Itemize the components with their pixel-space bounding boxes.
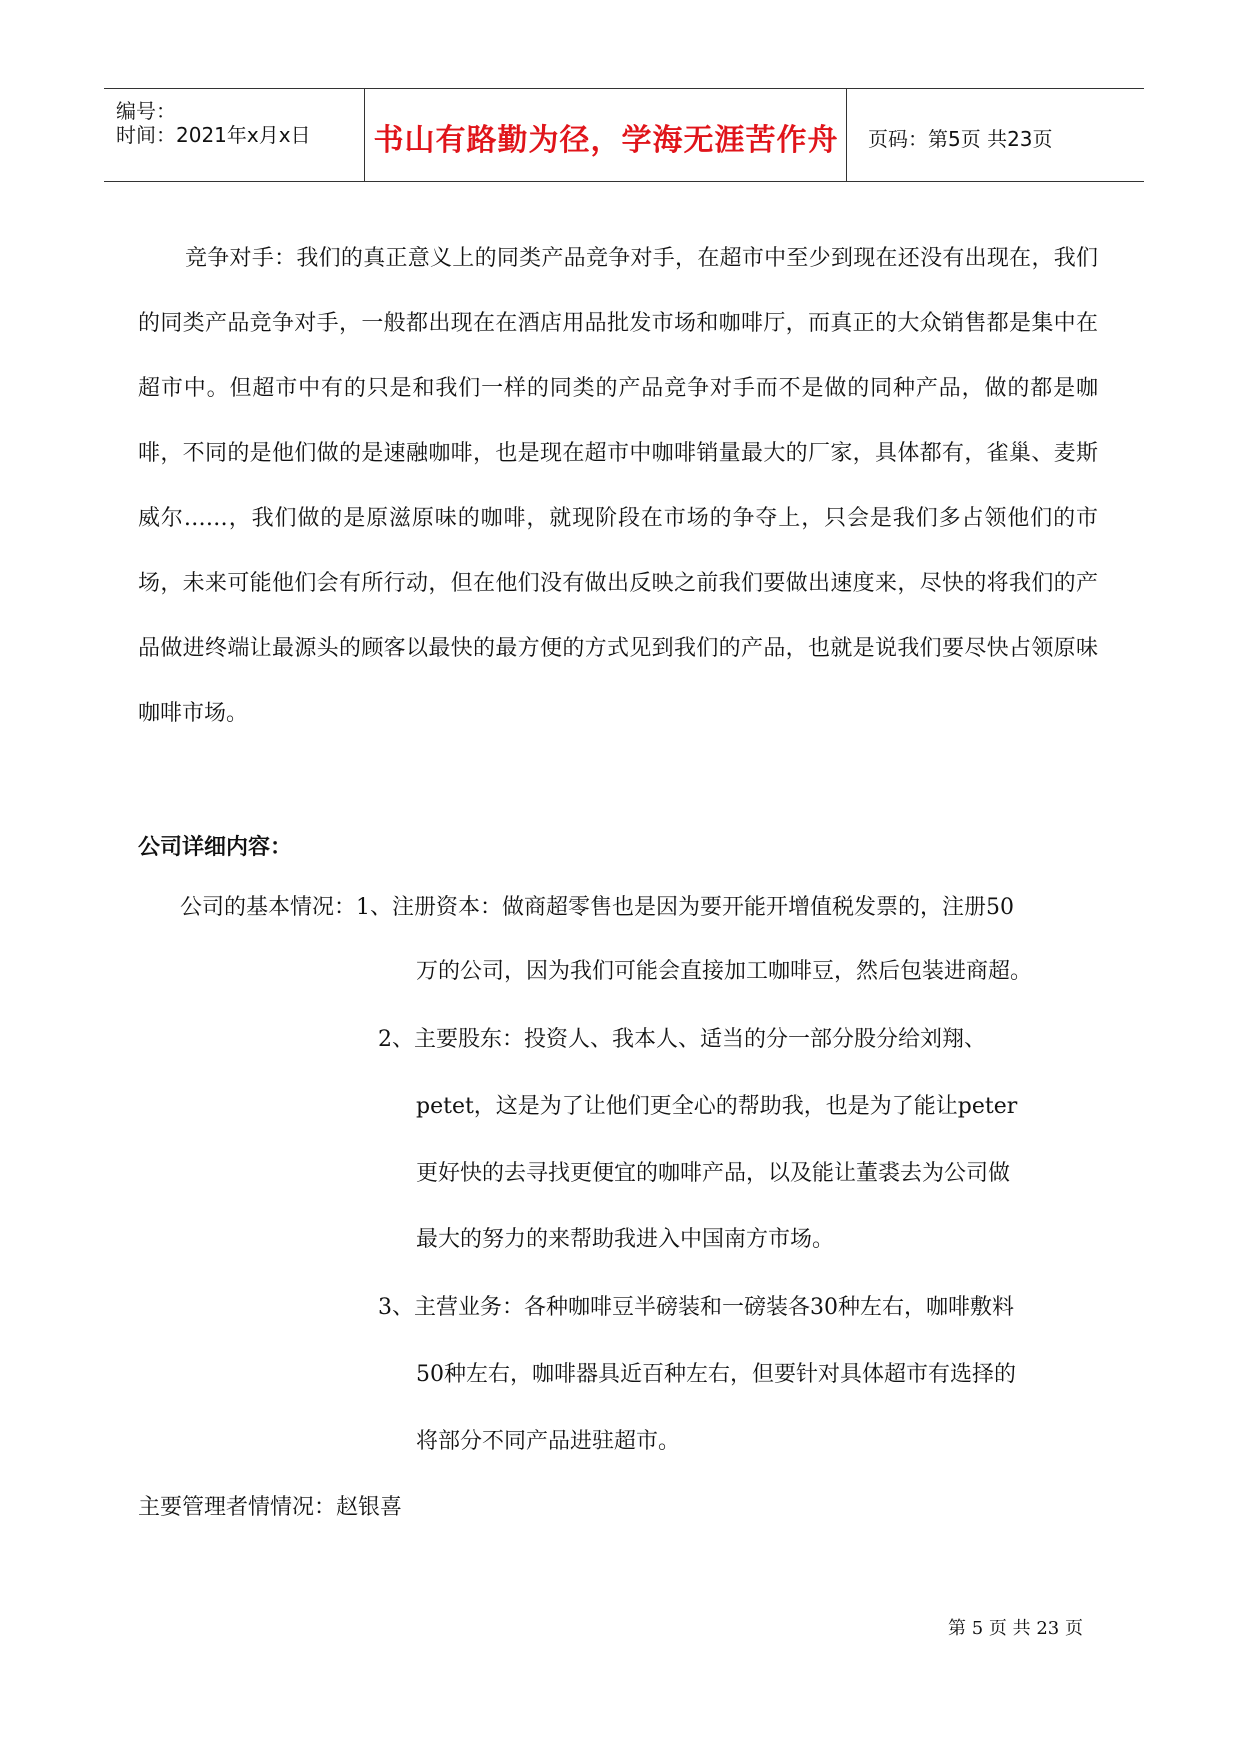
manager-info-line: 主要管理者情情况：赵银喜 [138, 1495, 403, 1520]
shareholder-line-3: 更好快的去寻找更便宜的咖啡产品，以及能让董裘去为公司做 [416, 1161, 1011, 1186]
basic-info-line-2: 万的公司，因为我们可能会直接加工咖啡豆，然后包装进商超。 [416, 959, 1033, 984]
company-details-heading: 公司详细内容： [138, 835, 293, 860]
shareholder-line-2: petet，这是为了让他们更全心的帮助我，也是为了能让peter [416, 1094, 1018, 1119]
business-line-2: 50种左右，咖啡器具近百种左右，但要针对具体超市有选择的 [416, 1362, 1016, 1387]
business-line-3: 将部分不同产品进驻超市。 [416, 1429, 681, 1454]
competitor-paragraph [138, 226, 1098, 746]
shareholder-line-4: 最大的努力的来帮助我进入中国南方市场。 [416, 1227, 835, 1252]
shareholder-line-1: 2、主要股东：投资人、我本人、适当的分一部分股分给刘翔、 [378, 1027, 986, 1052]
header-info-cell [104, 89, 365, 181]
page-footer-number: 第 5 页 共 23 页 [948, 1618, 1083, 1639]
business-line-1: 3、主营业务：各种咖啡豆半磅装和一磅装各30种左右，咖啡敷料 [378, 1295, 1014, 1320]
document-time-label: 时间：2021年x月x日 [116, 123, 311, 147]
motto-text: 书山有路勤为径，学海无涯苦作舟 [373, 123, 839, 158]
basic-info-line-1: 公司的基本情况：1、注册资本：做商超零售也是因为要开能开增值税发票的，注册50 [180, 895, 1014, 920]
competitor-paragraph-text: 竞争对手：我们的真正意义上的同类产品竞争对手，在超市中至少到现在还没有出现在，我们的同类产品竞争对手，一般都出现在在酒店用品批发市场和咖啡厅，而真正的大众销售都是集中在超市中。但超市中有的只是和我们一样的同类的产品竞争对手而不是做的同种产品，做的都是咖啡，不同的是他们做的是速融咖啡，也是现在超市中咖啡销量最大的厂家，具体都有，雀巢、麦斯威尔……，我们做的是原滋原味的咖啡，就现阶段在市场的争夺上，只会是我们多占领他们的市场，未来可能他们会有所行动，但在他们没有做出反映之前我们要做出速度来，尽快的将我们的产品做进终端让最源头的顾客以最快的最方便的方式见到我们的产品，也就是说我们要尽快占领原味咖啡市场。 [138, 246, 1098, 726]
header-page-cell [848, 89, 1144, 181]
page-code-label: 页码：第5页 共23页 [868, 127, 1053, 151]
page-header [104, 88, 1144, 182]
document-number-label: 编号： [116, 99, 176, 123]
header-motto-cell [366, 89, 847, 181]
